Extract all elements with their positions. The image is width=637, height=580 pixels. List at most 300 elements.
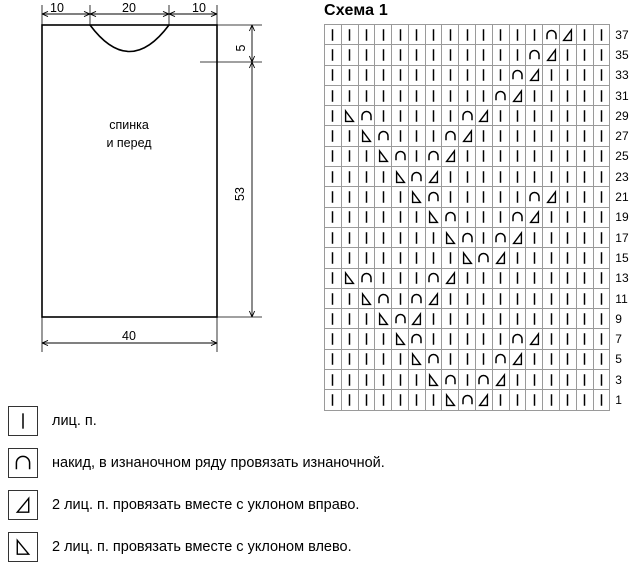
chart-cell-knit-stitch-icon bbox=[358, 207, 375, 227]
chart-cell-knit-stitch-icon bbox=[341, 65, 358, 85]
chart-cell-knit-stitch-icon bbox=[576, 45, 593, 65]
chart-cell-knit-stitch-icon bbox=[593, 349, 610, 369]
chart-cell-knit-stitch-icon bbox=[375, 207, 392, 227]
chart-cell-knit-stitch-icon bbox=[442, 85, 459, 105]
chart-cell-knit-stitch-icon bbox=[526, 25, 543, 45]
chart-cell-knit-stitch-icon bbox=[509, 45, 526, 65]
dim-neck-depth: 5 bbox=[234, 44, 248, 52]
chart-cell-knit-stitch-icon bbox=[442, 248, 459, 268]
chart-cell-knit-stitch-icon bbox=[442, 349, 459, 369]
chart-row-number: 31 bbox=[615, 88, 629, 103]
chart-cell-knit-stitch-icon bbox=[526, 85, 543, 105]
chart-cell-knit-stitch-icon bbox=[358, 370, 375, 390]
chart-cell-knit-stitch-icon bbox=[375, 167, 392, 187]
chart-cell-yarn-over-icon bbox=[509, 207, 526, 227]
chart-cell-k2tog-left-icon bbox=[459, 248, 476, 268]
chart-cell-knit-stitch-icon bbox=[325, 45, 342, 65]
chart-row-number: 11 bbox=[615, 291, 628, 306]
chart-cell-knit-stitch-icon bbox=[375, 248, 392, 268]
chart-cell-knit-stitch-icon bbox=[325, 309, 342, 329]
chart-cell-knit-stitch-icon bbox=[476, 268, 493, 288]
chart-row bbox=[325, 288, 637, 308]
chart-cell-knit-stitch-icon bbox=[476, 126, 493, 146]
chart-cell-knit-stitch-icon bbox=[408, 25, 425, 45]
chart-cell-knit-stitch-icon bbox=[358, 248, 375, 268]
chart-cell-knit-stitch-icon bbox=[459, 65, 476, 85]
chart-cell-yarn-over-icon bbox=[509, 329, 526, 349]
chart-cell-k2tog-right-icon bbox=[526, 65, 543, 85]
chart-cell-knit-stitch-icon bbox=[325, 126, 342, 146]
chart-cell-knit-stitch-icon bbox=[459, 45, 476, 65]
chart-cell-yarn-over-icon bbox=[392, 309, 409, 329]
chart-cell-knit-stitch-icon bbox=[375, 227, 392, 247]
chart-cell-knit-stitch-icon bbox=[526, 349, 543, 369]
chart-cell-knit-stitch-icon bbox=[341, 349, 358, 369]
chart-cell-knit-stitch-icon bbox=[325, 227, 342, 247]
chart-cell-k2tog-left-icon bbox=[375, 146, 392, 166]
legend-row bbox=[8, 526, 637, 568]
chart-cell-yarn-over-icon bbox=[408, 288, 425, 308]
chart-cell-knit-stitch-icon bbox=[459, 85, 476, 105]
chart-cell-knit-stitch-icon bbox=[341, 329, 358, 349]
chart-cell-k2tog-right-icon bbox=[442, 268, 459, 288]
chart-cell-knit-stitch-icon bbox=[543, 85, 560, 105]
chart-cell-k2tog-left-icon bbox=[408, 349, 425, 369]
chart-cell-knit-stitch-icon bbox=[559, 248, 576, 268]
chart-row-number: 25 bbox=[615, 149, 629, 164]
chart-cell-k2tog-right-icon bbox=[509, 227, 526, 247]
chart-cell-knit-stitch-icon bbox=[325, 25, 342, 45]
chart-cell-k2tog-right-icon bbox=[526, 207, 543, 227]
chart-row bbox=[325, 207, 637, 227]
chart-cell-yarn-over-icon bbox=[408, 329, 425, 349]
chart-cell-knit-stitch-icon bbox=[442, 329, 459, 349]
chart-cell-knit-stitch-icon bbox=[375, 85, 392, 105]
chart-cell-yarn-over-icon bbox=[425, 349, 442, 369]
chart-cell-knit-stitch-icon bbox=[408, 146, 425, 166]
chart-cell-knit-stitch-icon bbox=[425, 45, 442, 65]
chart-cell-knit-stitch-icon bbox=[593, 45, 610, 65]
chart-cell-yarn-over-icon bbox=[375, 126, 392, 146]
dim-body-width: 40 bbox=[122, 329, 136, 343]
chart-cell-knit-stitch-icon bbox=[392, 106, 409, 126]
chart-cell-yarn-over-icon bbox=[492, 349, 509, 369]
chart-cell-knit-stitch-icon bbox=[543, 248, 560, 268]
chart-cell-knit-stitch-icon bbox=[576, 207, 593, 227]
chart-cell-knit-stitch-icon bbox=[593, 227, 610, 247]
chart-cell-knit-stitch-icon bbox=[509, 106, 526, 126]
chart-cell-knit-stitch-icon bbox=[408, 370, 425, 390]
chart-cell-knit-stitch-icon bbox=[408, 45, 425, 65]
chart-cell-k2tog-right-icon bbox=[526, 329, 543, 349]
chart-cell-knit-stitch-icon bbox=[341, 85, 358, 105]
chart-cell-knit-stitch-icon bbox=[375, 268, 392, 288]
chart-cell-knit-stitch-icon bbox=[392, 187, 409, 207]
chart-cell-knit-stitch-icon bbox=[593, 207, 610, 227]
chart-row bbox=[325, 45, 637, 65]
chart-cell-knit-stitch-icon bbox=[408, 227, 425, 247]
chart-cell-knit-stitch-icon bbox=[476, 309, 493, 329]
chart-cell-knit-stitch-icon bbox=[576, 65, 593, 85]
chart-cell-knit-stitch-icon bbox=[559, 146, 576, 166]
chart-row bbox=[325, 309, 637, 329]
chart-cell-knit-stitch-icon bbox=[593, 268, 610, 288]
legend-symbol-k2tog-right-icon bbox=[8, 490, 38, 520]
chart-cell-k2tog-right-icon bbox=[559, 25, 576, 45]
chart-cell-knit-stitch-icon bbox=[325, 146, 342, 166]
chart-cell-knit-stitch-icon bbox=[375, 45, 392, 65]
chart-cell-knit-stitch-icon bbox=[492, 329, 509, 349]
chart-cell-knit-stitch-icon bbox=[375, 65, 392, 85]
chart-cell-knit-stitch-icon bbox=[509, 309, 526, 329]
chart-cell-knit-stitch-icon bbox=[559, 85, 576, 105]
chart-cell-knit-stitch-icon bbox=[509, 167, 526, 187]
chart-cell-knit-stitch-icon bbox=[576, 85, 593, 105]
chart-row-number: 5 bbox=[615, 352, 622, 367]
chart-cell-knit-stitch-icon bbox=[392, 85, 409, 105]
chart-cell-knit-stitch-icon bbox=[358, 349, 375, 369]
chart-cell-knit-stitch-icon bbox=[593, 309, 610, 329]
chart-cell-knit-stitch-icon bbox=[559, 329, 576, 349]
chart-cell-knit-stitch-icon bbox=[476, 45, 493, 65]
dim-neck-width: 20 bbox=[122, 1, 136, 15]
chart-cell-knit-stitch-icon bbox=[459, 268, 476, 288]
chart-cell-knit-stitch-icon bbox=[576, 349, 593, 369]
chart-cell-knit-stitch-icon bbox=[509, 25, 526, 45]
chart-cell-knit-stitch-icon bbox=[526, 268, 543, 288]
chart-cell-k2tog-left-icon bbox=[392, 167, 409, 187]
legend-symbol-knit-stitch-icon bbox=[8, 406, 38, 436]
chart-cell-knit-stitch-icon bbox=[408, 207, 425, 227]
chart-cell-yarn-over-icon bbox=[459, 106, 476, 126]
chart-cell-knit-stitch-icon bbox=[341, 227, 358, 247]
chart-row-number: 19 bbox=[615, 210, 629, 225]
chart-cell-knit-stitch-icon bbox=[526, 227, 543, 247]
chart-cell-knit-stitch-icon bbox=[543, 167, 560, 187]
chart-cell-knit-stitch-icon bbox=[425, 25, 442, 45]
chart-cell-knit-stitch-icon bbox=[392, 25, 409, 45]
chart-cell-yarn-over-icon bbox=[526, 187, 543, 207]
legend-row bbox=[8, 442, 637, 484]
chart-cell-knit-stitch-icon bbox=[593, 248, 610, 268]
chart-cell-knit-stitch-icon bbox=[543, 207, 560, 227]
chart-cell-knit-stitch-icon bbox=[442, 25, 459, 45]
chart-cell-knit-stitch-icon bbox=[559, 309, 576, 329]
chart-cell-knit-stitch-icon bbox=[459, 370, 476, 390]
chart-cell-knit-stitch-icon bbox=[509, 126, 526, 146]
chart-cell-knit-stitch-icon bbox=[492, 268, 509, 288]
chart-cell-knit-stitch-icon bbox=[509, 146, 526, 166]
chart-cell-knit-stitch-icon bbox=[325, 329, 342, 349]
chart-cell-knit-stitch-icon bbox=[526, 309, 543, 329]
chart-cell-knit-stitch-icon bbox=[392, 370, 409, 390]
chart-cell-knit-stitch-icon bbox=[559, 106, 576, 126]
chart-cell-k2tog-left-icon bbox=[442, 227, 459, 247]
chart-cell-knit-stitch-icon bbox=[526, 370, 543, 390]
chart-cell-knit-stitch-icon bbox=[509, 248, 526, 268]
chart-cell-knit-stitch-icon bbox=[325, 106, 342, 126]
chart-cell-knit-stitch-icon bbox=[425, 65, 442, 85]
chart-cell-knit-stitch-icon bbox=[509, 268, 526, 288]
chart-cell-knit-stitch-icon bbox=[392, 268, 409, 288]
chart-row bbox=[325, 146, 637, 166]
chart-cell-knit-stitch-icon bbox=[559, 45, 576, 65]
chart-cell-knit-stitch-icon bbox=[559, 268, 576, 288]
chart-row-number: 35 bbox=[615, 47, 629, 62]
chart-cell-knit-stitch-icon bbox=[392, 207, 409, 227]
chart-cell-knit-stitch-icon bbox=[325, 268, 342, 288]
chart-row-number: 3 bbox=[615, 372, 622, 387]
chart-row bbox=[325, 370, 637, 390]
chart-row-number: 9 bbox=[615, 311, 622, 326]
chart-cell-knit-stitch-icon bbox=[341, 167, 358, 187]
chart-cell-knit-stitch-icon bbox=[543, 146, 560, 166]
chart-cell-knit-stitch-icon bbox=[459, 349, 476, 369]
chart-row-number: 13 bbox=[615, 271, 629, 286]
chart-cell-yarn-over-icon bbox=[392, 146, 409, 166]
chart-row bbox=[325, 349, 637, 369]
chart-cell-knit-stitch-icon bbox=[392, 65, 409, 85]
chart-row-number: 29 bbox=[615, 108, 629, 123]
chart-cell-k2tog-left-icon bbox=[358, 288, 375, 308]
body-outline bbox=[42, 25, 217, 317]
chart-cell-knit-stitch-icon bbox=[576, 268, 593, 288]
chart-cell-knit-stitch-icon bbox=[593, 106, 610, 126]
chart-cell-knit-stitch-icon bbox=[476, 288, 493, 308]
chart-cell-knit-stitch-icon bbox=[492, 45, 509, 65]
legend-row bbox=[8, 400, 637, 442]
chart-cell-knit-stitch-icon bbox=[341, 126, 358, 146]
chart-cell-knit-stitch-icon bbox=[392, 349, 409, 369]
chart-cell-knit-stitch-icon bbox=[559, 187, 576, 207]
chart-cell-knit-stitch-icon bbox=[576, 288, 593, 308]
chart-cell-knit-stitch-icon bbox=[425, 126, 442, 146]
chart-cell-k2tog-right-icon bbox=[509, 85, 526, 105]
chart-cell-knit-stitch-icon bbox=[526, 126, 543, 146]
chart-cell-knit-stitch-icon bbox=[476, 207, 493, 227]
chart-cell-knit-stitch-icon bbox=[476, 187, 493, 207]
neckline-curve bbox=[90, 25, 169, 52]
chart-cell-knit-stitch-icon bbox=[593, 65, 610, 85]
chart-cell-knit-stitch-icon bbox=[341, 146, 358, 166]
chart-cell-knit-stitch-icon bbox=[576, 227, 593, 247]
chart-cell-knit-stitch-icon bbox=[358, 187, 375, 207]
chart-row-number: 15 bbox=[615, 250, 629, 265]
chart-cell-knit-stitch-icon bbox=[408, 248, 425, 268]
chart-cell-knit-stitch-icon bbox=[543, 349, 560, 369]
dim-body-height: 53 bbox=[233, 187, 247, 201]
chart-cell-knit-stitch-icon bbox=[526, 106, 543, 126]
chart-cell-yarn-over-icon bbox=[476, 370, 493, 390]
chart-cell-yarn-over-icon bbox=[442, 126, 459, 146]
chart-cell-knit-stitch-icon bbox=[576, 167, 593, 187]
legend-symbol-k2tog-left-icon bbox=[8, 532, 38, 562]
chart-cell-knit-stitch-icon bbox=[459, 207, 476, 227]
chart-cell-knit-stitch-icon bbox=[509, 288, 526, 308]
chart-cell-yarn-over-icon bbox=[543, 25, 560, 45]
chart-cell-knit-stitch-icon bbox=[459, 329, 476, 349]
chart-row bbox=[325, 329, 637, 349]
chart-cell-knit-stitch-icon bbox=[442, 288, 459, 308]
chart-cell-knit-stitch-icon bbox=[341, 45, 358, 65]
chart-cell-knit-stitch-icon bbox=[543, 126, 560, 146]
chart-cell-yarn-over-icon bbox=[526, 45, 543, 65]
dim-shoulder-left: 10 bbox=[50, 1, 64, 15]
chart-cell-k2tog-right-icon bbox=[425, 167, 442, 187]
chart-row bbox=[325, 187, 637, 207]
chart-cell-yarn-over-icon bbox=[408, 167, 425, 187]
chart-cell-k2tog-right-icon bbox=[408, 309, 425, 329]
chart-cell-knit-stitch-icon bbox=[442, 65, 459, 85]
chart-cell-knit-stitch-icon bbox=[425, 106, 442, 126]
chart-cell-knit-stitch-icon bbox=[559, 349, 576, 369]
chart-cell-knit-stitch-icon bbox=[543, 227, 560, 247]
chart-cell-knit-stitch-icon bbox=[559, 126, 576, 146]
chart-cell-knit-stitch-icon bbox=[358, 309, 375, 329]
chart-cell-knit-stitch-icon bbox=[492, 25, 509, 45]
chart-cell-knit-stitch-icon bbox=[559, 167, 576, 187]
chart-cell-knit-stitch-icon bbox=[492, 65, 509, 85]
chart-cell-knit-stitch-icon bbox=[358, 45, 375, 65]
chart-cell-k2tog-left-icon bbox=[358, 126, 375, 146]
chart-cell-knit-stitch-icon bbox=[325, 288, 342, 308]
chart-cell-knit-stitch-icon bbox=[375, 106, 392, 126]
chart-cell-k2tog-right-icon bbox=[492, 248, 509, 268]
chart-cell-knit-stitch-icon bbox=[543, 370, 560, 390]
chart-cell-knit-stitch-icon bbox=[559, 288, 576, 308]
chart-cell-knit-stitch-icon bbox=[392, 45, 409, 65]
legend-symbol-yarn-over-icon bbox=[8, 448, 38, 478]
schematic-label-line2: и перед bbox=[106, 136, 152, 150]
chart-cell-yarn-over-icon bbox=[358, 106, 375, 126]
chart-cell-k2tog-left-icon bbox=[375, 309, 392, 329]
chart-cell-knit-stitch-icon bbox=[459, 146, 476, 166]
chart-cell-k2tog-right-icon bbox=[509, 349, 526, 369]
chart-cell-knit-stitch-icon bbox=[559, 207, 576, 227]
chart-row-number: 37 bbox=[615, 27, 629, 42]
legend-label: накид, в изнаночном ряду провязать изнаночной. bbox=[52, 455, 385, 471]
chart-cell-knit-stitch-icon bbox=[459, 25, 476, 45]
chart-cell-knit-stitch-icon bbox=[593, 85, 610, 105]
chart-cell-knit-stitch-icon bbox=[576, 309, 593, 329]
legend-label: 2 лиц. п. провязать вместе с уклоном вправо. bbox=[52, 497, 360, 513]
chart-cell-knit-stitch-icon bbox=[425, 85, 442, 105]
chart-row bbox=[325, 126, 637, 146]
chart-row-number: 23 bbox=[615, 169, 629, 184]
chart-cell-knit-stitch-icon bbox=[576, 370, 593, 390]
chart-cell-knit-stitch-icon bbox=[425, 227, 442, 247]
legend-row bbox=[8, 484, 637, 526]
chart-row-number: 17 bbox=[615, 230, 629, 245]
chart-grid-wrap bbox=[324, 24, 637, 411]
legend bbox=[8, 400, 637, 568]
chart-cell-knit-stitch-icon bbox=[392, 126, 409, 146]
chart-cell-knit-stitch-icon bbox=[341, 248, 358, 268]
chart-cell-knit-stitch-icon bbox=[576, 329, 593, 349]
dim-shoulder-right: 10 bbox=[192, 1, 206, 15]
chart-cell-knit-stitch-icon bbox=[325, 65, 342, 85]
chart-cell-knit-stitch-icon bbox=[442, 167, 459, 187]
chart-cell-knit-stitch-icon bbox=[425, 309, 442, 329]
chart-cell-knit-stitch-icon bbox=[492, 309, 509, 329]
chart-cell-knit-stitch-icon bbox=[492, 146, 509, 166]
chart-cell-knit-stitch-icon bbox=[593, 126, 610, 146]
chart-cell-k2tog-left-icon bbox=[392, 329, 409, 349]
chart-cell-knit-stitch-icon bbox=[358, 167, 375, 187]
chart-cell-yarn-over-icon bbox=[358, 268, 375, 288]
chart-cell-knit-stitch-icon bbox=[526, 167, 543, 187]
chart-cell-yarn-over-icon bbox=[509, 65, 526, 85]
chart-cell-knit-stitch-icon bbox=[325, 187, 342, 207]
chart-cell-knit-stitch-icon bbox=[325, 349, 342, 369]
chart-cell-k2tog-right-icon bbox=[459, 126, 476, 146]
chart-cell-knit-stitch-icon bbox=[576, 187, 593, 207]
chart-row bbox=[325, 167, 637, 187]
chart-cell-yarn-over-icon bbox=[425, 146, 442, 166]
chart-cell-k2tog-right-icon bbox=[543, 187, 560, 207]
chart-row bbox=[325, 106, 637, 126]
chart-cell-knit-stitch-icon bbox=[476, 146, 493, 166]
chart-cell-knit-stitch-icon bbox=[341, 288, 358, 308]
chart-cell-knit-stitch-icon bbox=[476, 25, 493, 45]
chart-cell-knit-stitch-icon bbox=[341, 207, 358, 227]
chart-cell-knit-stitch-icon bbox=[392, 288, 409, 308]
chart-cell-knit-stitch-icon bbox=[408, 268, 425, 288]
chart-cell-knit-stitch-icon bbox=[375, 187, 392, 207]
chart-cell-yarn-over-icon bbox=[492, 85, 509, 105]
chart-cell-knit-stitch-icon bbox=[442, 309, 459, 329]
legend-label: 2 лиц. п. провязать вместе с уклоном влево. bbox=[52, 539, 352, 555]
chart-cell-knit-stitch-icon bbox=[509, 370, 526, 390]
chart-cell-knit-stitch-icon bbox=[593, 167, 610, 187]
chart-cell-k2tog-right-icon bbox=[492, 370, 509, 390]
chart-cell-knit-stitch-icon bbox=[543, 309, 560, 329]
chart-cell-knit-stitch-icon bbox=[593, 288, 610, 308]
chart-cell-k2tog-right-icon bbox=[476, 106, 493, 126]
chart-cell-k2tog-right-icon bbox=[543, 45, 560, 65]
chart-cell-knit-stitch-icon bbox=[325, 207, 342, 227]
chart-cell-knit-stitch-icon bbox=[358, 146, 375, 166]
chart-cell-knit-stitch-icon bbox=[341, 370, 358, 390]
chart-cell-knit-stitch-icon bbox=[408, 126, 425, 146]
chart-cell-knit-stitch-icon bbox=[593, 329, 610, 349]
chart-grid bbox=[324, 24, 637, 411]
chart-row-number: 27 bbox=[615, 129, 629, 144]
chart-cell-knit-stitch-icon bbox=[375, 25, 392, 45]
chart-cell-k2tog-left-icon bbox=[425, 370, 442, 390]
chart-cell-knit-stitch-icon bbox=[543, 288, 560, 308]
chart-cell-knit-stitch-icon bbox=[358, 25, 375, 45]
chart-cell-yarn-over-icon bbox=[442, 370, 459, 390]
chart-cell-yarn-over-icon bbox=[425, 187, 442, 207]
chart-cell-knit-stitch-icon bbox=[543, 329, 560, 349]
chart-cell-knit-stitch-icon bbox=[459, 309, 476, 329]
chart-cell-knit-stitch-icon bbox=[559, 227, 576, 247]
chart-row bbox=[325, 248, 637, 268]
chart-cell-knit-stitch-icon bbox=[492, 126, 509, 146]
chart-row bbox=[325, 85, 637, 105]
chart-cell-k2tog-left-icon bbox=[341, 106, 358, 126]
chart-cell-knit-stitch-icon bbox=[492, 288, 509, 308]
chart-title: Схема 1 bbox=[324, 2, 389, 19]
chart-cell-knit-stitch-icon bbox=[509, 187, 526, 207]
chart-row-number: 21 bbox=[615, 190, 629, 205]
chart-cell-knit-stitch-icon bbox=[526, 288, 543, 308]
chart-cell-knit-stitch-icon bbox=[325, 167, 342, 187]
chart-cell-knit-stitch-icon bbox=[476, 65, 493, 85]
chart-panel bbox=[300, 0, 637, 450]
chart-cell-knit-stitch-icon bbox=[442, 45, 459, 65]
